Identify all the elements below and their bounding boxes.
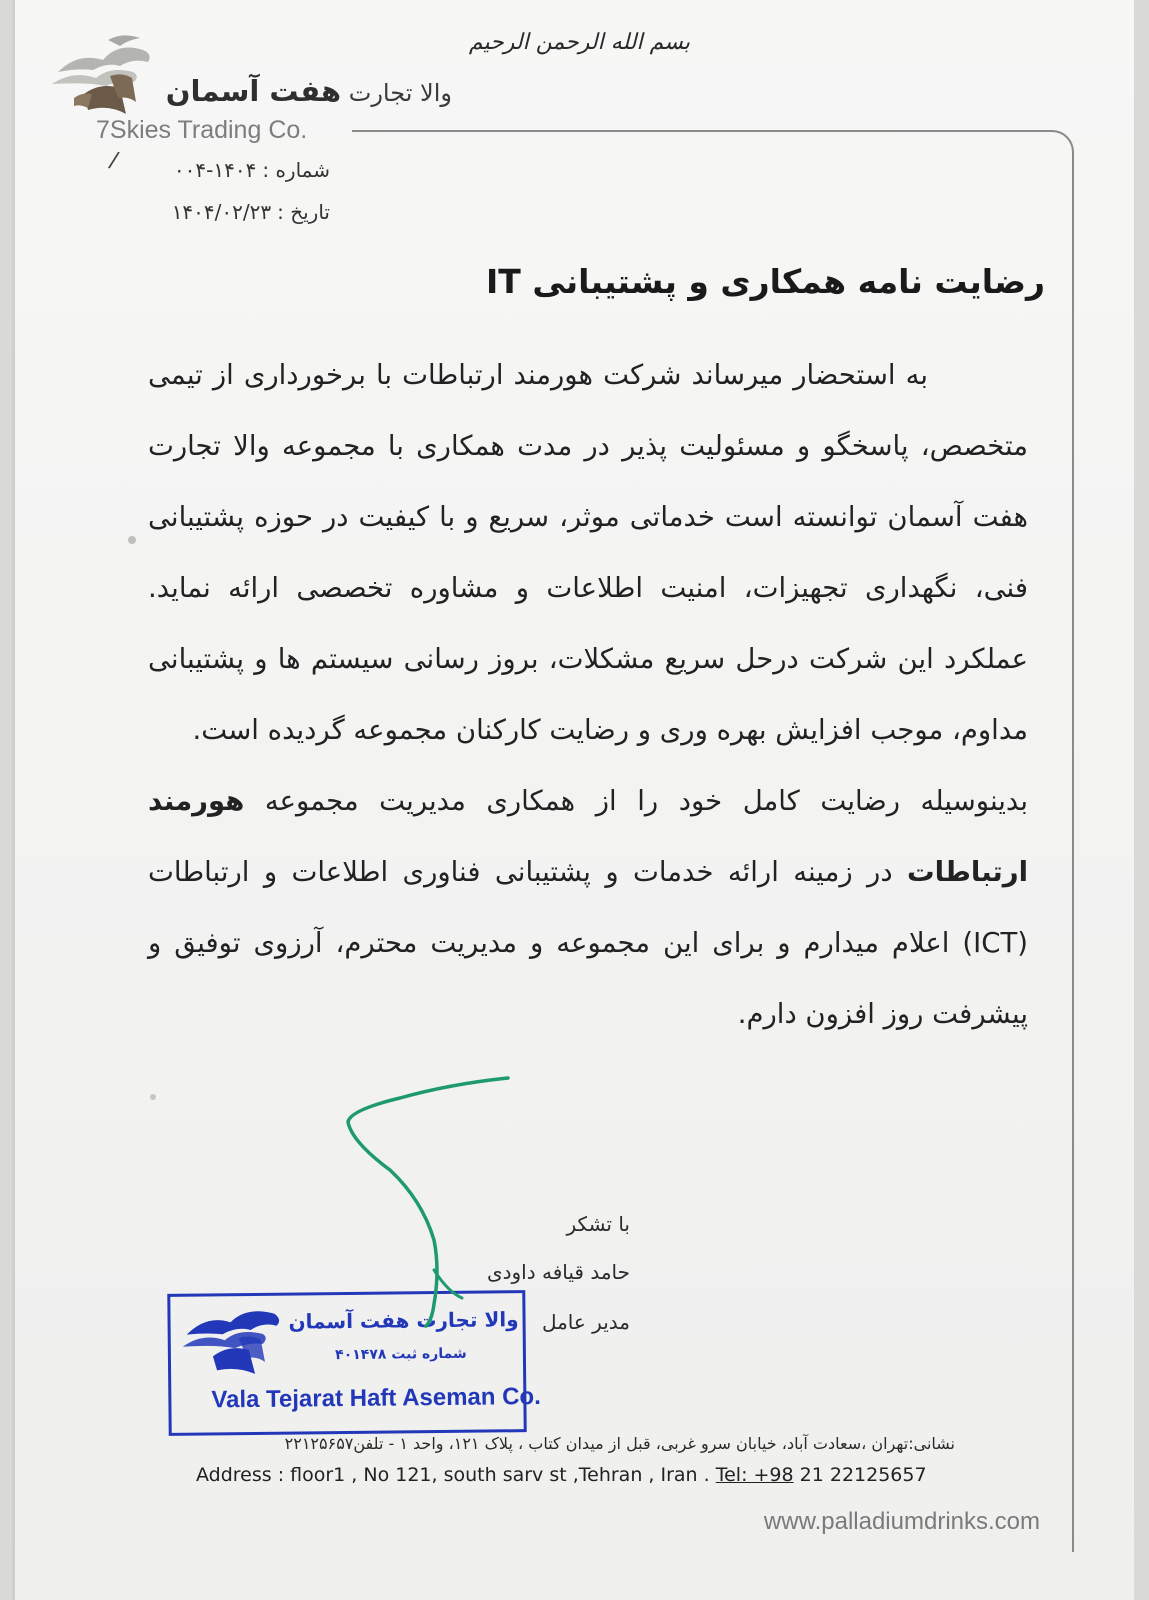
signoff-thanks: با تشکر [566, 1212, 630, 1236]
address-en [196, 1464, 956, 1494]
stamp-company-en: Vala Tejarat Haft Aseman Co. [211, 1382, 541, 1414]
ref-value: ۱۴۰۴-۰۰۴ [173, 158, 257, 182]
paper-edge [12, 0, 15, 1600]
tel-label: Tel: +98 [715, 1464, 794, 1486]
paragraph-2-end: در زمینه ارائه خدمات و پشتیبانی فناوری اطلاعات و ارتباطات (ICT) اعلام میدارم و برای این مجموعه و مدیریت محترم، آرزوی توفیق و پیشرفت روز افزون دارم. [148, 856, 1028, 1030]
address-en-text: Address : floor1 , No 121, south sarv st ,Tehran , Iran . [196, 1464, 716, 1486]
reference-number [130, 158, 330, 190]
company-prefix: والا تجارت [348, 79, 452, 107]
ref-label: شماره : [262, 158, 330, 182]
paragraph-2-start: بدینوسیله رضایت کامل خود را از همکاری مدیریت مجموعه [244, 785, 1028, 817]
paragraph-2 [148, 766, 1028, 1050]
paper-dot [128, 536, 136, 544]
stamp-registration: شماره ثبت ۴۰۱۴۷۸ [335, 1345, 467, 1364]
company-highlight: هورمند ارتباطات [148, 785, 1028, 888]
stamp-logo-icon [178, 1300, 289, 1379]
paper-dot [150, 1094, 156, 1100]
basmala: بسم الله الرحمن الرحیم [468, 30, 690, 55]
tick-mark: / [106, 147, 121, 174]
tel-number: 21 22125657 [793, 1464, 927, 1486]
letter-date [130, 200, 330, 232]
company-brand: هفت آسمان [165, 74, 342, 108]
signer-name: حامد قیافه داودی [486, 1260, 630, 1284]
company-name-en: 7Skies Trading Co. [96, 116, 308, 144]
company-name-fa [162, 74, 452, 114]
seven-skies-logo-icon [48, 32, 158, 117]
date-label: تاریخ : [277, 200, 330, 224]
paragraph-1: به استحضار میرساند شرکت هورمند ارتباطات با برخورداری از تیمی متخصص، پاسخگو و مسئولیت پذیر در مدت همکاری با مجموعه والا تجارت هفت آسمان توانسته است خدماتی موثر، سریع و با کیفیت در حوزه پشتیبانی فنی، نگهداری تجهیزات، امنیت اطلاعات و مشاوره تخصصی ارائه نماید. عملکرد این شرکت درحل سریع مشکلات، بروز رسانی سیستم ها و پشتیبانی مداوم، موجب افزایش بهره وری و رضایت کارکنان مجموعه گردیده است. [148, 359, 1028, 746]
letter-title: رضایت نامه همکاری و پشتیبانی IT [486, 262, 1045, 301]
date-value: ۱۴۰۴/۰۲/۲۳ [171, 200, 272, 224]
letter-body [148, 340, 1028, 1050]
stamp-company-fa: والا تجارت هفت آسمان [288, 1307, 519, 1334]
website-url: www.palladiumdrinks.com [763, 1508, 1040, 1535]
signer-role: مدیر عامل [541, 1310, 630, 1334]
handwritten-signature [330, 1070, 530, 1330]
address-fa: نشانی:تهران ،سعادت آباد، خیابان سرو غربی، قبل از میدان کتاب ، پلاک ۱۲۱، واحد ۱ - تلفن۲۲۱۲۵۶۵۷ [284, 1434, 955, 1453]
